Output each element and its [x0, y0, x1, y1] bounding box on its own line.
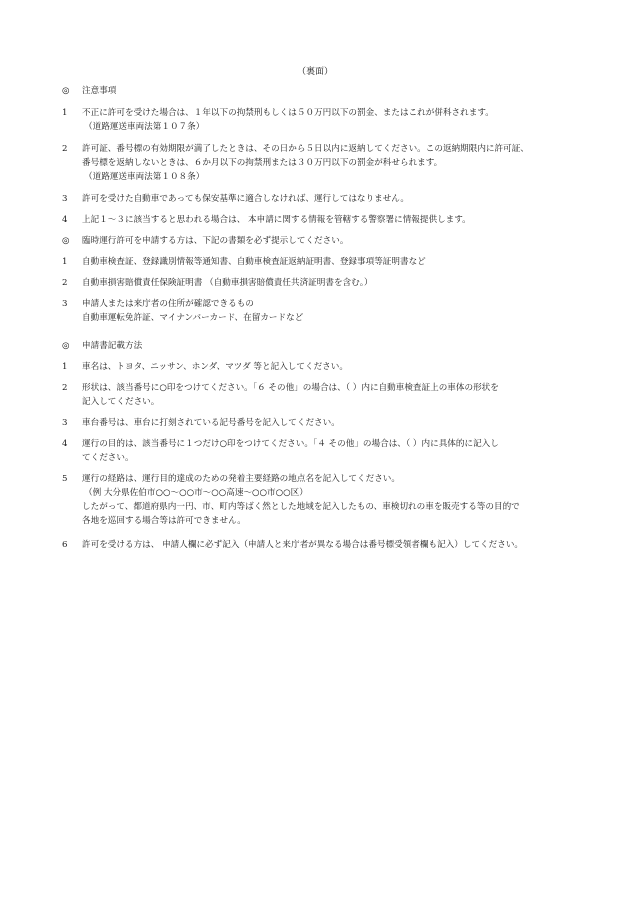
item-text: 形状は、該当番号に○印をつけてください。「６ その他」の場合は、（ ）内に自動車検査証上の車体の形状を: [82, 383, 499, 393]
item-number: 1: [62, 257, 68, 267]
item-text: （道路運送車両法第１０７条）: [84, 122, 205, 132]
notes-item-3: [62, 192, 582, 206]
howto-item-4: [62, 437, 582, 465]
item-number: 4: [62, 439, 68, 449]
item-text: 各地を巡回する場合等は許可できません。: [82, 516, 246, 526]
notes-item-1: [62, 106, 582, 134]
page-label: （裏面）: [296, 67, 333, 77]
howto-item-5: [62, 472, 582, 528]
item-number: 5: [62, 474, 68, 484]
item-text: 車台番号は、車台に打刻されている記号番号を記入してください。: [82, 418, 340, 428]
section-title: 注意事項: [82, 86, 117, 96]
notes-item-4: [62, 213, 582, 227]
item-text: 許可を受ける方は、 申請人欄に必ず記入（申請人と来庁者が異なる場合は番号標受領者欄も記入）してください。: [82, 540, 524, 550]
item-number: 3: [62, 299, 68, 309]
section-mark: ◎: [62, 341, 70, 351]
item-number: 3: [62, 418, 68, 428]
item-text: 自動車損害賠償責任保険証明書 （自動車損害賠償責任共済証明書を含む。）: [82, 278, 373, 288]
section-title: 臨時運行許可を申請する方は、下記の書類を必ず提示してください。: [82, 236, 349, 246]
section-documents-heading: [62, 234, 582, 248]
documents-item-3: [62, 297, 582, 325]
item-text: 番号標を返納しないときは、６か月以下の拘禁刑または３０万円以下の罰金が科せられます。: [82, 158, 443, 168]
item-text: てください。: [82, 453, 134, 463]
item-number: 2: [62, 278, 68, 288]
item-text: 許可証、番号標の有効期限が満了したときは、その日から５日以内に返納してください。この返納期限内に許可証、: [82, 144, 529, 154]
section-howto-heading: [62, 339, 582, 353]
item-text: 記入してください。: [82, 397, 160, 407]
section-notes-heading: [62, 84, 582, 98]
item-text: したがって、都道府県内一円、市、町内等ばく然とした地域を記入したもの、車検切れの車を販売する等の目的で: [82, 502, 520, 512]
item-text: （道路運送車両法第１０８条）: [84, 172, 205, 182]
documents-item-2: [62, 276, 582, 290]
item-number: 3: [62, 194, 68, 204]
item-number: 2: [62, 144, 68, 154]
item-text: 運行の経路は、運行目的達成のための発着主要経路の地点名を記入してください。: [82, 474, 400, 484]
item-text: 申請人または来庁者の住所が確認できるもの: [82, 299, 254, 309]
documents-item-1: [62, 255, 582, 269]
item-number: 4: [62, 215, 68, 225]
item-text: 上記１～３に該当すると思われる場合は、 本申請に関する情報を管轄する警察署に情報提供します。: [82, 215, 471, 225]
howto-item-1: [62, 360, 582, 374]
item-number: 2: [62, 383, 68, 393]
howto-item-6: [62, 538, 582, 552]
howto-item-2: [62, 381, 582, 409]
item-number: 1: [62, 108, 68, 118]
notes-item-2: [62, 142, 582, 184]
item-number: 6: [62, 540, 68, 550]
item-text: 不正に許可を受けた場合は、１年以下の拘禁刑もしくは５０万円以下の罰金、またはこれが併科されます。: [82, 108, 494, 118]
item-text: 運行の目的は、該当番号に１つだけ○印をつけてください。「４ その他」の場合は、（ ）内に具体的に記入し: [82, 439, 499, 449]
section-title: 申請書記載方法: [82, 341, 143, 351]
howto-item-3: [62, 416, 582, 430]
item-number: 1: [62, 362, 68, 372]
item-text: 自動車運転免許証、マイナンバーカード、在留カードなど: [82, 313, 304, 323]
section-mark: ◎: [62, 236, 70, 246]
item-text: 自動車検査証、登録識別情報等通知書、自動車検査証返納証明書、登録事項等証明書など: [82, 257, 426, 267]
item-text: （例 大分県佐伯市○○～○○市～○○高速～○○市○○区）: [84, 488, 308, 498]
item-text: 許可を受けた自動車であっても保安基準に適合しなければ、運行してはなりません。: [82, 194, 409, 204]
section-mark: ◎: [62, 86, 70, 96]
item-text: 車名は、トヨタ、ニッサン、ホンダ、マツダ 等と記入してください。: [82, 362, 348, 372]
